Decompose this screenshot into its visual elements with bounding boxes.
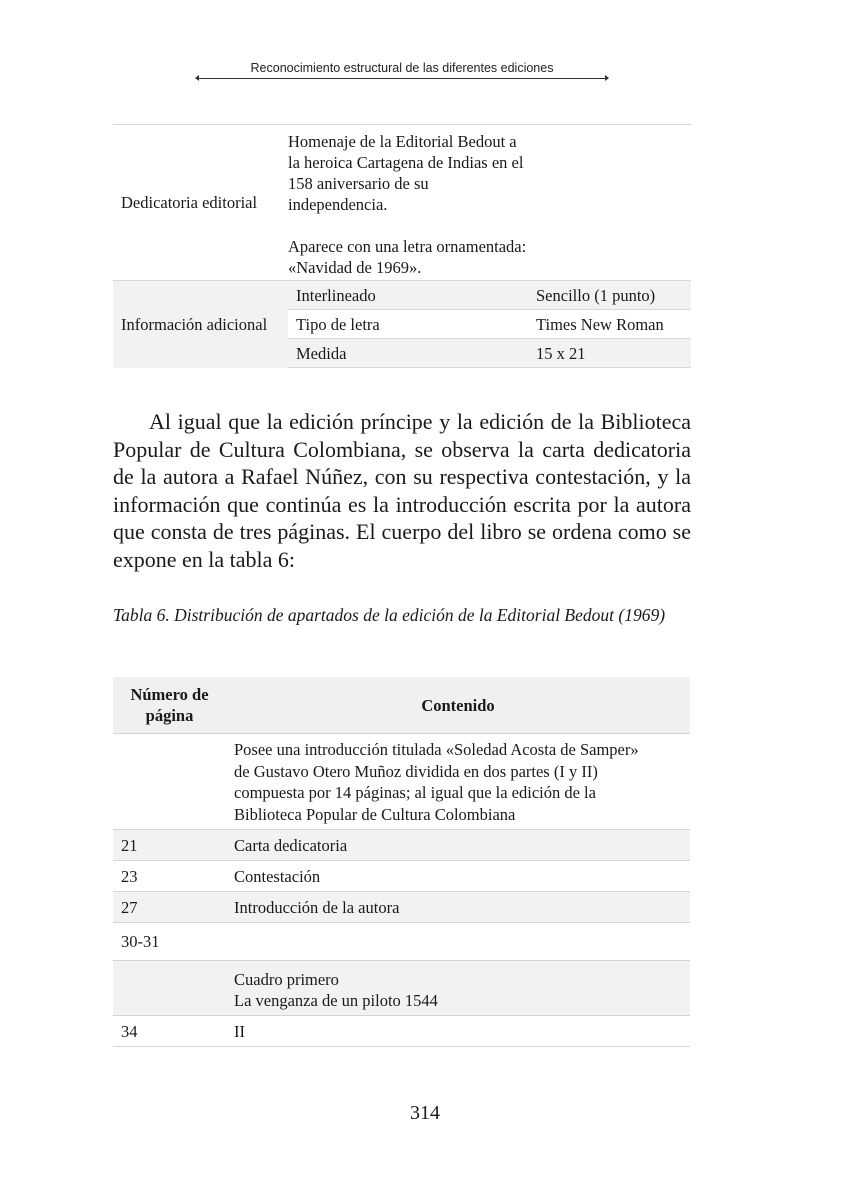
table-row [113, 125, 691, 281]
table-row [113, 892, 690, 923]
running-header-title: Reconocimiento estructural de las diferentes ediciones [250, 61, 554, 75]
running-header-left-cap [195, 75, 199, 81]
table5-continuation [113, 124, 691, 368]
table6 [113, 677, 690, 1047]
column-header-content: Contenido [226, 677, 690, 734]
dedication-text [288, 125, 528, 281]
page-cell: 30-31 [113, 923, 226, 961]
content-cell: Posee una introducción titulada «Soledad Acosta de Samper» de Gustavo Otero Muñoz dividida en dos partes (I y II) compuesta por 14 páginas; al igual que la edición de la Biblioteca Popular de Cultura Colombiana [226, 734, 690, 830]
content-line: La venganza de un piloto 1544 [234, 991, 438, 1010]
page-cell: 27 [113, 892, 226, 923]
table-row [113, 734, 690, 830]
table-caption: Tabla 6. Distribución de apartados de la edición de la Editorial Bedout (1969) [113, 605, 666, 625]
dedication-paragraph: Aparece con una letra ornamentada: «Navidad de 1969». [288, 237, 527, 277]
content-cell [226, 961, 690, 1016]
running-header-rule [196, 78, 608, 79]
content-line: Cuadro primero [234, 970, 339, 989]
info-name: Interlineado [288, 281, 528, 310]
info-name: Tipo de letra [288, 310, 528, 339]
page-cell: 23 [113, 861, 226, 892]
page-cell [113, 734, 226, 830]
table-row [113, 961, 690, 1016]
running-header [196, 60, 608, 84]
page-cell: 34 [113, 1016, 226, 1047]
table-row [113, 281, 691, 310]
page-cell: 21 [113, 830, 226, 861]
content-cell: Contestación [226, 861, 690, 892]
content-cell: Carta dedicatoria [226, 830, 690, 861]
content-cell: Introducción de la autora [226, 892, 690, 923]
body-paragraph: Al igual que la edición príncipe y la edición de la Biblioteca Popular de Cultura Colombiana, se observa la carta dedicatoria de la autora a Rafael Núñez, con su respectiva contestación, y la información que continúa es la introducción escrita por la autora que consta de tres páginas. El cuerpo del libro se ordena como se expone en la tabla 6: [113, 409, 691, 572]
table-row [113, 830, 690, 861]
table-header-row [113, 677, 690, 734]
empty-cell [528, 125, 691, 281]
running-header-right-cap [605, 75, 609, 81]
table-row [113, 1016, 690, 1047]
table-row [113, 861, 690, 892]
page-cell [113, 961, 226, 1016]
info-value: Sencillo (1 punto) [528, 281, 691, 310]
column-header-page: Número de página [113, 677, 226, 734]
additional-info-label: Información adicional [113, 281, 288, 368]
info-value: Times New Roman [528, 310, 691, 339]
dedication-paragraph: Homenaje de la Editorial Bedout a la heroica Cartagena de Indias en el 158 aniversario de su independencia. [288, 132, 524, 214]
info-name: Medida [288, 339, 528, 368]
table-row [113, 923, 690, 961]
dedication-label: Dedicatoria editorial [113, 125, 288, 281]
info-value: 15 x 21 [528, 339, 691, 368]
content-cell: II [226, 1016, 690, 1047]
page-number: 314 [410, 1102, 440, 1124]
content-cell [226, 923, 690, 961]
